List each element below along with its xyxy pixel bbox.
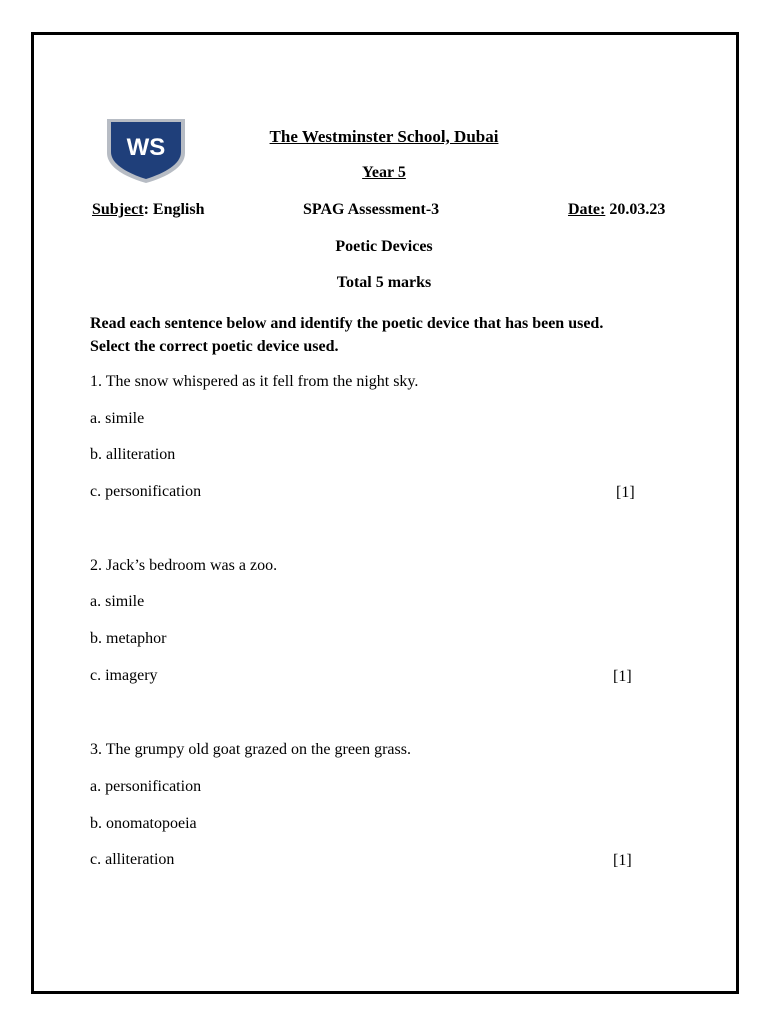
year-text: Year 5 [362,164,406,181]
question-1-marks: [1] [616,484,635,501]
school-name-text: The Westminster School, Dubai [269,127,499,146]
question-3-marks: [1] [613,852,632,869]
subject-label: Subject [92,201,144,218]
question-3-prompt: 3. The grumpy old goat grazed on the green grass. [90,741,411,758]
question-1-option-c[interactable]: c. personification [90,483,202,500]
year-line [0,164,768,182]
question-3-option-c[interactable]: c. alliteration [90,851,175,868]
question-1-option-b[interactable]: b. alliteration [90,446,176,463]
instructions [90,312,603,358]
question-2-option-b[interactable]: b. metaphor [90,630,167,647]
total-marks: Total 5 marks [336,274,432,291]
date-line [568,201,665,219]
question-2-option-c[interactable]: c. imagery [90,667,158,684]
school-name [0,127,768,147]
subject-line [92,201,204,219]
instruction-line-2: Select the correct poetic device used. [90,338,339,355]
date-label: Date: [568,201,606,218]
question-1-prompt: 1. The snow whispered as it fell from the night sky. [90,373,419,390]
question-3-option-a[interactable]: a. personification [90,778,202,795]
date-value: 20.03.23 [605,201,666,218]
question-2-marks: [1] [613,668,632,685]
instruction-line-1: Read each sentence below and identify the poetic device that has been used. [90,315,604,332]
logo-text: WS [126,134,166,161]
topic-title: Poetic Devices [335,238,433,255]
subject-value: : English [143,201,205,218]
assessment-title: SPAG Assessment-3 [303,201,440,218]
question-1-option-a[interactable]: a. simile [90,410,145,427]
question-3-option-b[interactable]: b. onomatopoeia [90,815,197,832]
question-2-prompt: 2. Jack’s bedroom was a zoo. [90,557,278,574]
question-2-option-a[interactable]: a. simile [90,593,145,610]
